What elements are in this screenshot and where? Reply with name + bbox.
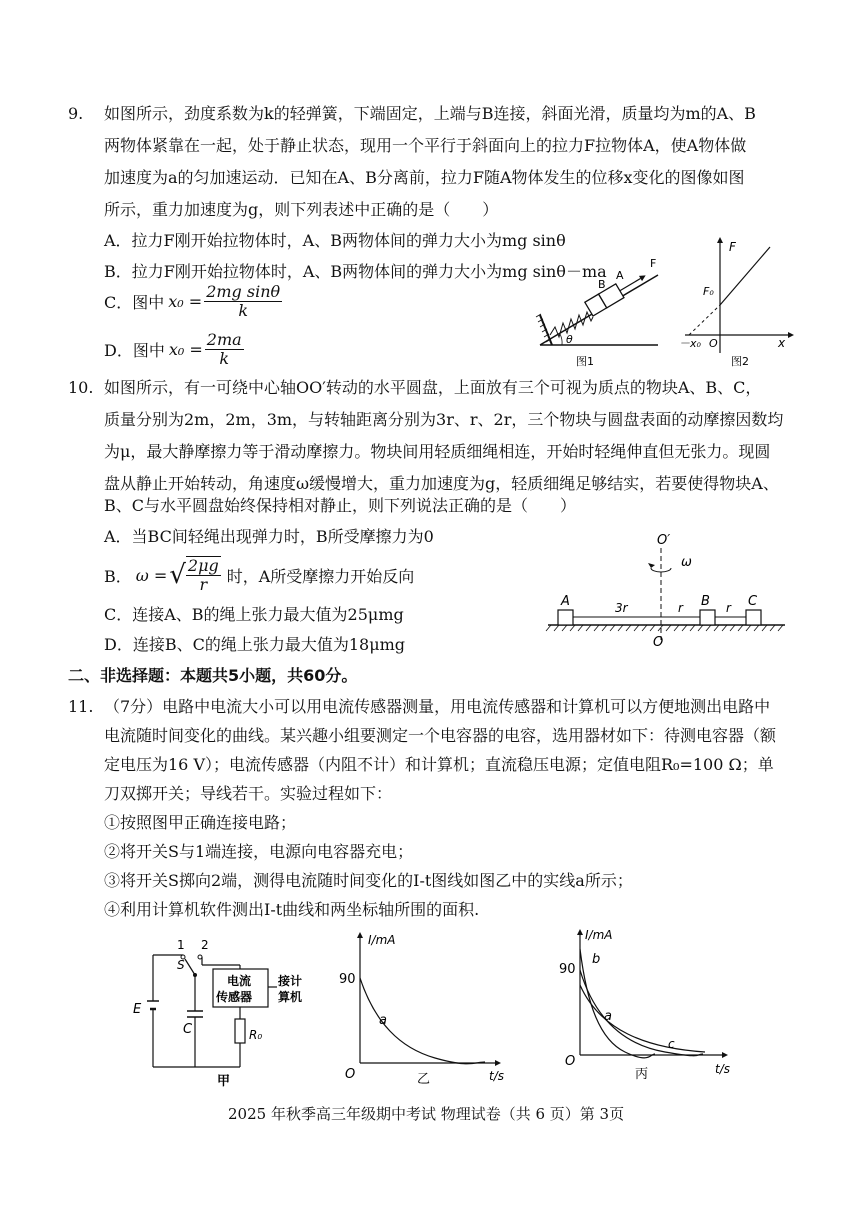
q9-option-c-numerator: 2mg sinθ bbox=[206, 281, 281, 301]
q9-option-a: A．拉力F刚开始拉物体时，A、B两物体间的弹力大小为mg sinθ bbox=[104, 231, 566, 250]
q9-option-c-label: C．图中 bbox=[104, 292, 165, 312]
yi-caption: 乙 bbox=[417, 1072, 431, 1087]
sqrt-icon: √ bbox=[169, 560, 186, 590]
q10-option-b-label: B． bbox=[104, 566, 132, 586]
q9-option-d bbox=[104, 326, 246, 372]
fig1-label-theta: θ bbox=[566, 333, 573, 346]
yi-origin: O bbox=[345, 1067, 356, 1082]
q9-number: 9. bbox=[68, 104, 84, 123]
q11-figure-yi bbox=[335, 928, 515, 1090]
yi-label-a: a bbox=[379, 1013, 387, 1028]
jia-label-sensor-2: 传感器 bbox=[216, 990, 253, 1004]
q10-line-1: 如图所示，有一可绕中心轴OO′转动的水平圆盘，上面放有三个可视为质点的物块A、B、C， bbox=[104, 378, 762, 397]
q11-step-1: ①按照图甲正确连接电路； bbox=[104, 813, 297, 832]
q10-figure bbox=[545, 530, 790, 655]
q10-option-b-denominator: r bbox=[199, 575, 208, 594]
jia-caption: 甲 bbox=[217, 1074, 231, 1087]
fig1-label-f: F bbox=[650, 257, 657, 270]
bing-label-b: b bbox=[592, 952, 601, 967]
jia-label-sensor-1: 电流 bbox=[227, 974, 252, 988]
fig2-caption: 图2 bbox=[731, 355, 749, 368]
q10-option-b bbox=[104, 550, 414, 600]
q11-step-4: ④利用计算机软件测出I-t曲线和两坐标轴所围的面积. bbox=[104, 900, 480, 919]
q11-line-2: 电流随时间变化的曲线。某兴趣小组要测定一个电容器的电容，选用器材如下：待测电容器（额 bbox=[104, 726, 777, 745]
q9-option-d-lhs: x₀ = bbox=[168, 339, 203, 359]
q9-line-4: 所示，重力加速度为g，则下列表述中正确的是（ ） bbox=[104, 200, 499, 219]
fig1-label-a: A bbox=[616, 269, 624, 282]
q9-option-c bbox=[104, 278, 284, 324]
q9-option-d-numerator: 2ma bbox=[206, 329, 242, 349]
fig1-label-b: B bbox=[598, 278, 606, 291]
q9-line-1: 如图所示，劲度系数为k的轻弹簧，下端固定，上端与B连接，斜面光滑，质量均为m的A、B bbox=[104, 104, 756, 123]
fig2-label-origin: O bbox=[709, 337, 718, 350]
jia-label-pc-1: 接计 bbox=[278, 974, 303, 988]
q10-option-b-lhs: ω = bbox=[135, 565, 168, 585]
q9-option-d-denominator: k bbox=[219, 348, 230, 368]
section-2-heading: 二、非选择题：本题共5小题，共60分。 bbox=[68, 666, 358, 685]
jia-label-s: S bbox=[177, 958, 185, 972]
q10-fig-label-3r: 3r bbox=[615, 601, 628, 615]
q10-fig-label-c: C bbox=[748, 594, 758, 609]
q11-line-1: （7分）电路中电流大小可以用电流传感器测量，用电流传感器和计算机可以方便地测出电路中 bbox=[104, 697, 771, 716]
q11-line-3: 定电压为16 V）；电流传感器（内阻不计）和计算机；直流稳压电源；定值电阻R₀=100 Ω；单 bbox=[104, 755, 774, 774]
bing-label-c: c bbox=[668, 1037, 675, 1051]
q10-line-3: 为μ，最大静摩擦力等于滑动摩擦力。物块间用轻质细绳相连，开始时轻绳伸直但无张力。现圆 bbox=[104, 442, 771, 461]
q10-option-b-rest: 时，A所受摩擦力开始反向 bbox=[226, 566, 415, 586]
bing-tick-90: 90 bbox=[559, 962, 576, 977]
jia-label-e: E bbox=[133, 1002, 142, 1017]
q10-line-5: B、C与水平圆盘始终保持相对静止，则下列说法正确的是（ ） bbox=[104, 496, 577, 515]
bing-label-a: a bbox=[604, 1009, 612, 1024]
q10-fig-label-omega: ω bbox=[681, 555, 692, 570]
q9-figure-2 bbox=[675, 235, 795, 370]
q10-option-c: C．连接A、B的绳上张力最大值为25μmg bbox=[104, 605, 404, 624]
q10-option-a: A．当BC间轻绳出现弹力时，B所受摩擦力为0 bbox=[104, 527, 434, 546]
q9-option-c-fraction bbox=[204, 283, 282, 320]
jia-label-2: 2 bbox=[201, 938, 209, 952]
q9-option-b: B．拉力F刚开始拉物体时，A、B两物体间的弹力大小为mg sinθ－ma bbox=[104, 262, 607, 281]
fig2-label-f: F bbox=[729, 240, 736, 254]
q9-option-c-denominator: k bbox=[238, 300, 249, 320]
yi-ylabel: I/mA bbox=[368, 933, 396, 947]
q9-line-3: 加速度为a的匀加速运动．已知在A、B分离前，拉力F随A物体发生的位移x变化的图像如图 bbox=[104, 168, 745, 187]
page-footer: 2025 年秋季高三年级期中考试 物理试卷（共 6 页）第 3页 bbox=[228, 1105, 625, 1123]
jia-label-r0: R₀ bbox=[249, 1028, 263, 1042]
q10-number: 10. bbox=[68, 378, 94, 397]
bing-xlabel: t/s bbox=[715, 1062, 730, 1076]
q10-fig-label-b: B bbox=[701, 594, 710, 609]
q11-step-3: ③将开关S掷向2端，测得电流随时间变化的I-t图线如图乙中的实线a所示； bbox=[104, 871, 633, 890]
q10-fig-label-r2: r bbox=[726, 601, 731, 615]
jia-label-1: 1 bbox=[177, 938, 185, 952]
q10-fig-label-r1: r bbox=[678, 601, 683, 615]
q9-option-d-label: D．图中 bbox=[104, 340, 165, 360]
q9-option-d-fraction bbox=[205, 331, 244, 368]
q11-line-4: 刀双掷开关；导线若干。实验过程如下： bbox=[104, 784, 393, 803]
fig2-label-negx0: －x₀ bbox=[679, 337, 701, 350]
yi-xlabel: t/s bbox=[489, 1069, 504, 1083]
q11-figure-bing bbox=[555, 925, 740, 1090]
q11-number: 11. bbox=[68, 697, 94, 716]
q10-fig-label-o: O bbox=[653, 635, 664, 650]
q9-line-2: 两物体紧靠在一起，处于静止状态，现用一个平行于斜面向上的拉力F拉物体A，使A物体做 bbox=[104, 136, 747, 155]
jia-label-pc-2: 算机 bbox=[278, 990, 303, 1004]
q9-option-c-lhs: x₀ = bbox=[168, 291, 203, 311]
fig2-label-x: x bbox=[778, 336, 786, 350]
q10-option-b-fraction bbox=[186, 556, 221, 594]
q11-figure-jia bbox=[125, 935, 310, 1087]
q10-option-b-numerator: 2μg bbox=[187, 556, 219, 575]
q9-figure-1 bbox=[530, 255, 662, 370]
q11-step-2: ②将开关S与1端连接，电源向电容器充电； bbox=[104, 842, 414, 861]
q10-fig-label-a: A bbox=[561, 594, 570, 609]
q10-option-d: D．连接B、C的绳上张力最大值为18μmg bbox=[104, 635, 406, 654]
jia-label-c: C bbox=[183, 1022, 193, 1037]
fig1-caption: 图1 bbox=[576, 355, 594, 368]
fig2-label-f0: F₀ bbox=[703, 285, 714, 298]
q10-fig-label-o-prime: O′ bbox=[657, 533, 671, 548]
yi-tick-90: 90 bbox=[339, 972, 356, 987]
q10-line-4: 盘从静止开始转动，角速度ω缓慢增大，重力加速度为g，轻质细绳足够结实，若要使得物块A、 bbox=[104, 474, 779, 493]
bing-ylabel: I/mA bbox=[585, 928, 613, 942]
q10-line-2: 质量分别为2m，2m，3m，与转轴距离分别为3r、r、2r，三个物块与圆盘表面的动摩擦因数均 bbox=[104, 410, 784, 429]
bing-origin: O bbox=[565, 1054, 576, 1069]
bing-caption: 丙 bbox=[635, 1067, 649, 1082]
